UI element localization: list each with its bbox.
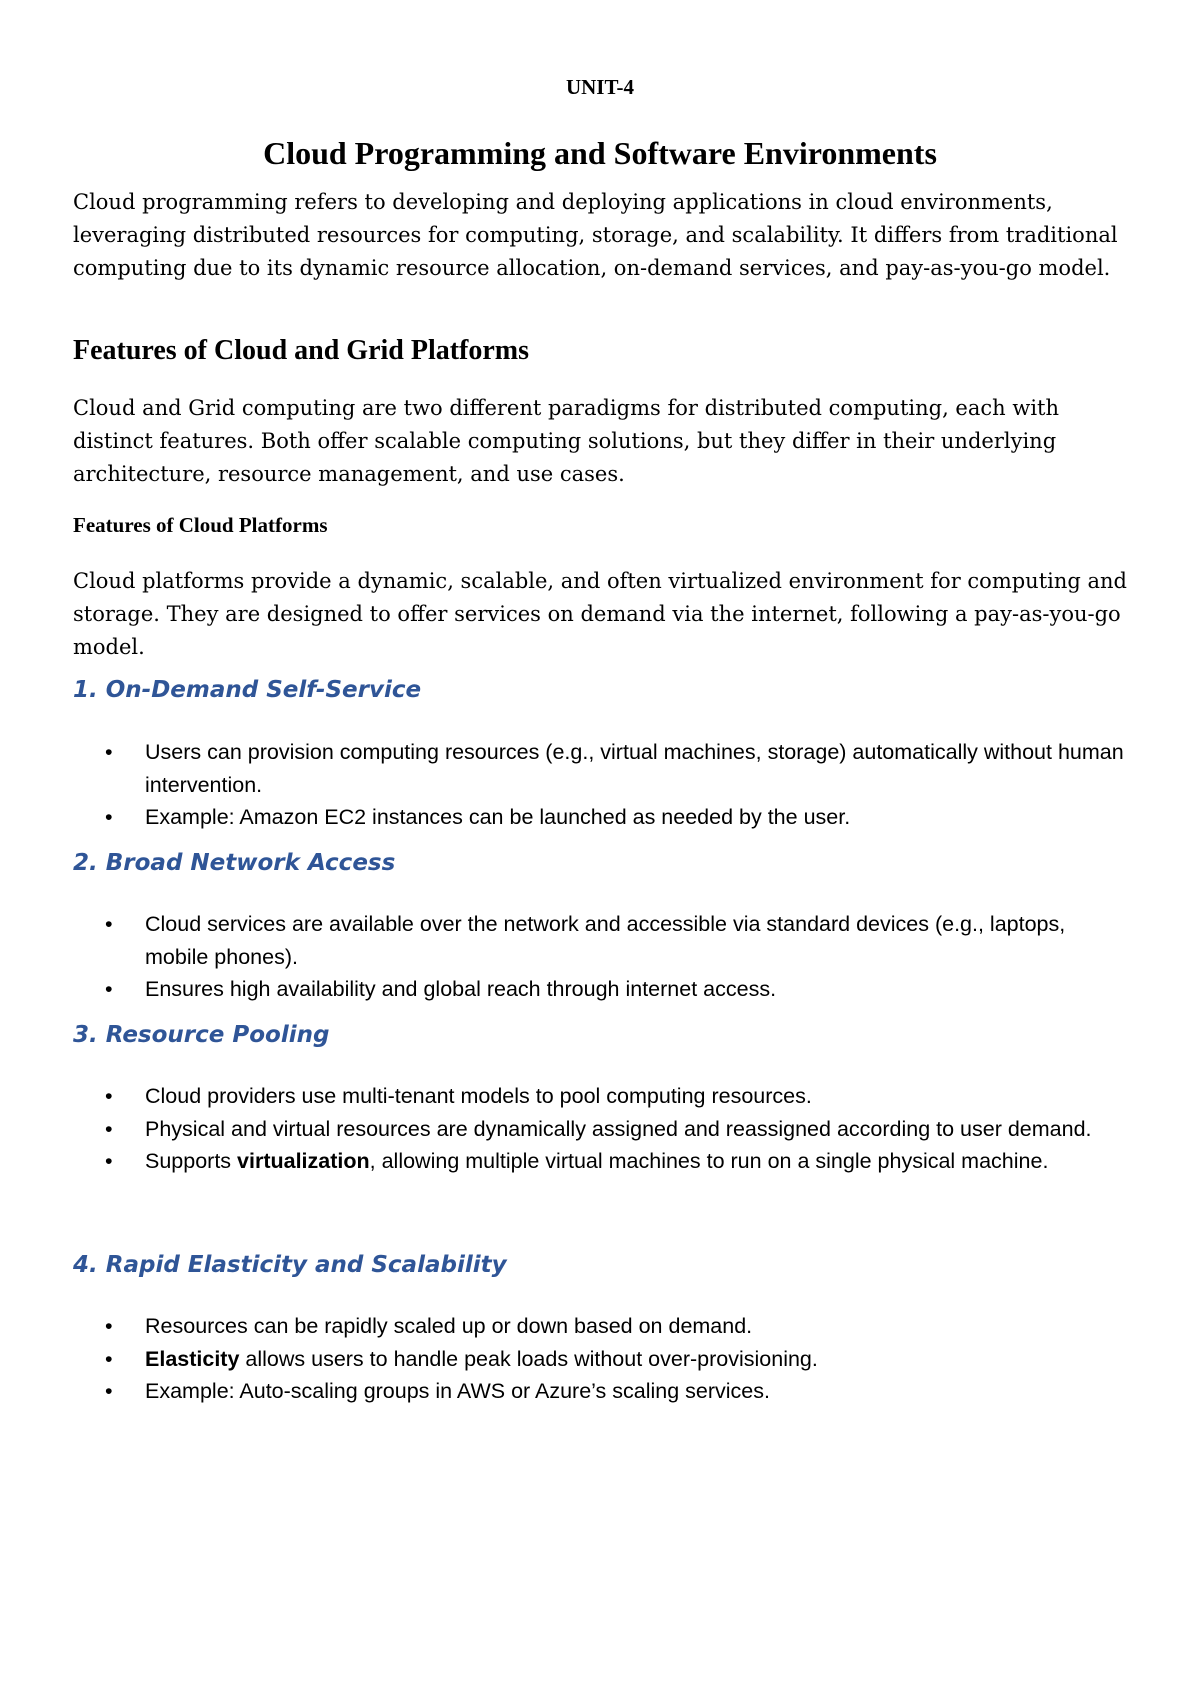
bullet-icon: • <box>105 1084 113 1108</box>
bullet-icon: • <box>105 1346 113 1371</box>
bold-term: Elasticity <box>145 1346 240 1371</box>
bullet-icon: • <box>105 1379 113 1403</box>
feature-heading-elasticity: 4. Rapid Elasticity and Scalability <box>73 1252 507 1278</box>
list-item: • Cloud services are available over the network and accessible via standard devices (e.g., laptops, mobile phones). <box>73 908 1133 973</box>
bullet-icon: • <box>105 912 113 936</box>
list-item: • Physical and virtual resources are dynamically assigned and reassigned according to user demand. <box>73 1113 1133 1146</box>
bullet-icon: • <box>105 1116 113 1141</box>
bullet-icon: • <box>105 1149 113 1173</box>
bullet-icon: • <box>105 740 113 764</box>
list-item: • Example: Auto-scaling groups in AWS or Azure’s scaling services. <box>73 1375 1133 1408</box>
feature-heading-network-access: 2. Broad Network Access <box>73 850 396 876</box>
list-item: • Elasticity allows users to handle peak loads without over-provisioning. <box>73 1343 1133 1376</box>
bullet-icon: • <box>105 1314 113 1338</box>
unit-label: UNIT-4 <box>565 75 635 99</box>
document-title: Cloud Programming and Software Environments <box>263 135 937 171</box>
feature-heading-on-demand: 1. On-Demand Self-Service <box>73 677 422 703</box>
intro-paragraph: Cloud programming refers to developing and deploying applications in cloud environments, leveraging distributed resources for computing, storage, and scalability. It differs from traditional computing due to its dynamic resource allocation, on-demand services, and pay-as-you-go model. <box>73 190 1118 280</box>
list-item: • Example: Amazon EC2 instances can be launched as needed by the user. <box>73 801 1133 834</box>
list-item: • Cloud providers use multi-tenant models to pool computing resources. <box>73 1080 1133 1113</box>
list-item: • Users can provision computing resources (e.g., virtual machines, storage) automatically without human intervention. <box>73 736 1133 801</box>
feature-list-network-access <box>73 908 1133 1006</box>
list-item: • Supports virtualization, allowing multiple virtual machines to run on a single physical machine. <box>73 1145 1133 1178</box>
feature-heading-resource-pooling: 3. Resource Pooling <box>73 1022 330 1048</box>
bullet-icon: • <box>105 805 113 829</box>
bold-term: virtualization <box>237 1149 370 1173</box>
subsection-paragraph: Cloud platforms provide a dynamic, scalable, and often virtualized environment for computing and storage. They are designed to offer services on demand via the internet, following a pay-as-you-go model. <box>73 569 1127 659</box>
list-item: • Ensures high availability and global reach through internet access. <box>73 973 1133 1006</box>
bullet-icon: • <box>105 977 113 1001</box>
section-heading: Features of Cloud and Grid Platforms <box>73 335 530 366</box>
subsection-heading: Features of Cloud Platforms <box>73 513 328 537</box>
list-item: • Resources can be rapidly scaled up or down based on demand. <box>73 1310 1133 1343</box>
feature-list-on-demand <box>73 736 1133 834</box>
feature-list-resource-pooling <box>73 1080 1133 1178</box>
section-paragraph: Cloud and Grid computing are two different paradigms for distributed computing, each with distinct features. Both offer scalable computing solutions, but they differ in their underlying architecture, resource management, and use cases. <box>73 396 1059 486</box>
feature-list-elasticity <box>73 1310 1133 1408</box>
